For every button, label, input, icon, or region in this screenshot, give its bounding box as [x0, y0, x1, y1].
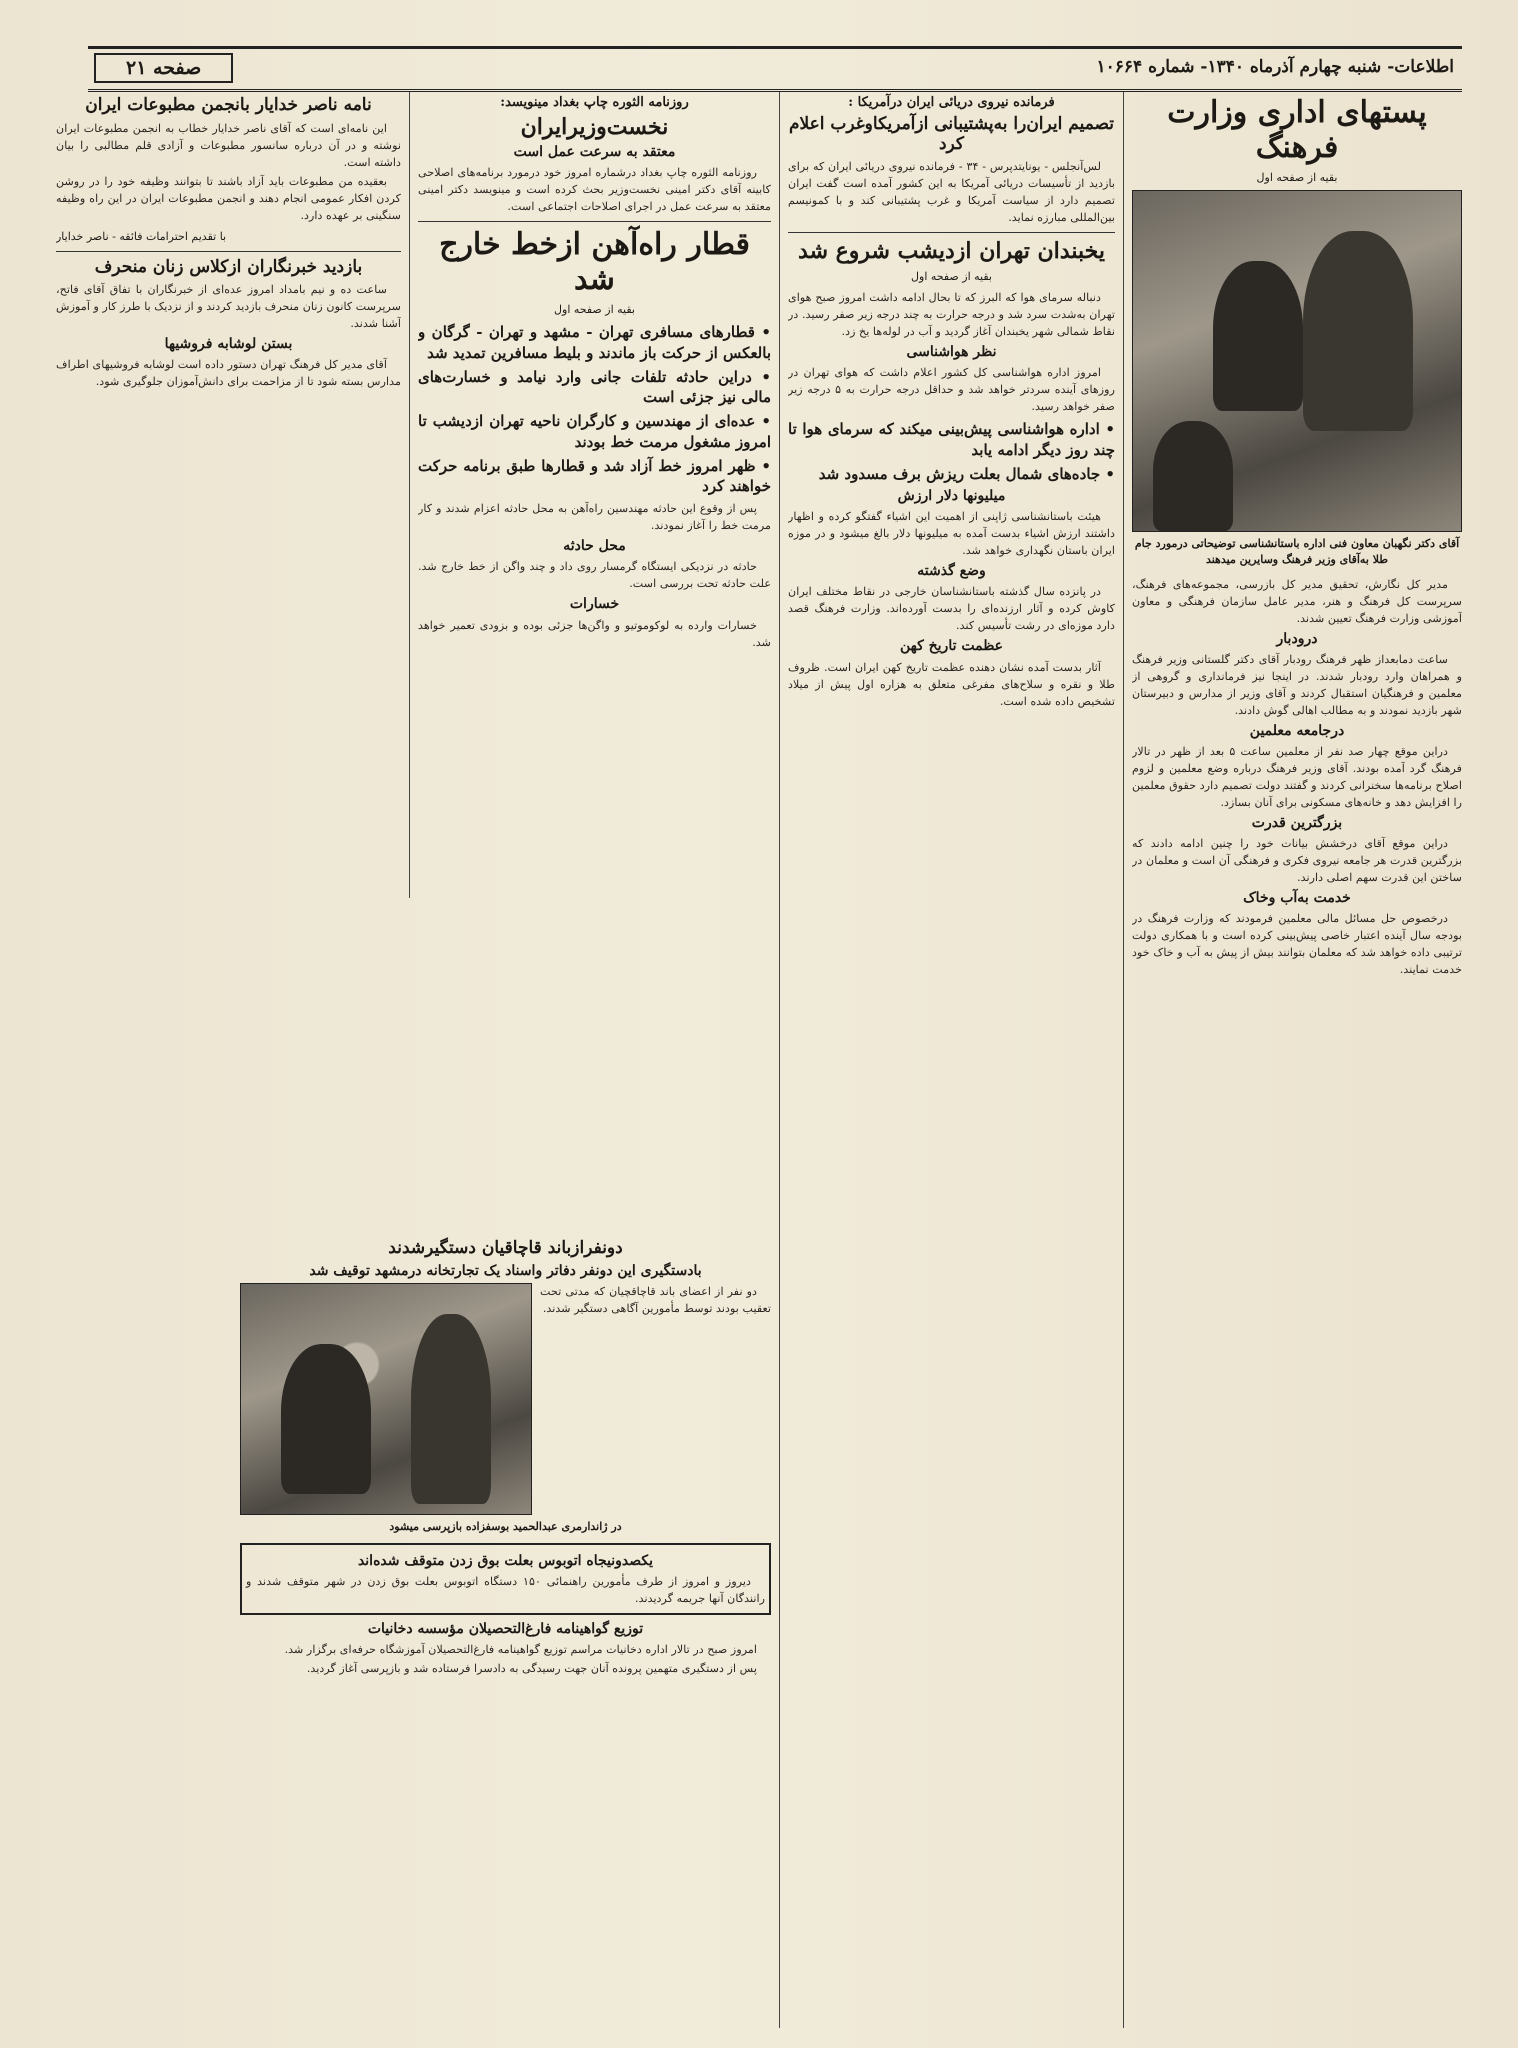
column-rule [1123, 92, 1124, 2028]
subhead: بزرگترین قدرت [1251, 815, 1343, 832]
continued-note: بقیه از صفحه اول [554, 303, 635, 317]
headline-culture-ministry: پستهای اداری وزارت فرهنگ [1167, 95, 1427, 165]
headline-train: قطار راه‌آهن ازخط خارج شد [439, 227, 750, 297]
bus-notice-box [240, 1543, 771, 1615]
article-text: پس از دستگیری متهمین پرونده آنان جهت رسیدگی به دادسرا فرستاده شد و بازپرسی آغاز گردید. [306, 1661, 757, 1675]
article-text: ساعت ده و نیم بامداد امروز عده‌ای از خبرنگاران با تفاق آقای فاتح، سرپرست کانون زنان منحرف بازدید کردند و از نزدیک با طرز کار و آموزش آشنا شدند. [56, 283, 401, 331]
bottom-center-block [240, 1235, 771, 2028]
headline-smugglers: دونفرازباند قاچاقیان دستگیرشدند [388, 1238, 623, 1258]
photo-caption: آقای دکتر نگهبان معاون فنی اداره باستانشناسی توضیحاتی درمورد جام طلا به‌آقای وزیر فرهنگ وسایرین میدهند [1134, 537, 1460, 566]
subhead: عظمت تاریخ کهن [899, 638, 1004, 655]
kicker: فرمانده نیروی دریائی ایران درآمریکا : [848, 95, 1055, 110]
continued-note: بقیه از صفحه اول [1256, 171, 1338, 184]
article-text: خسارات وارده به لوکوموتیو و واگن‌ها جزئی بوده و بزودی تعمیر خواهد شد. [418, 618, 771, 649]
bullet: • اداره هواشناسی پیش‌بینی میکند که سرمای هوا تا چند روز دیگر ادامه یابد [788, 420, 1115, 459]
article-text: در پانزده سال گذشته باستانشناسان خارجی در نقاط مختلف ایران کاوش کرده و آثار ارزنده‌ای را بدست آورده‌اند. وزارت فرهنگ قصد دارد موزه‌ای در رشت تأسیس کند. [788, 585, 1115, 633]
column-right [1132, 92, 1462, 2028]
photo-museum-visit [1132, 190, 1462, 532]
article-text: دو نفر از اعضای باند قاچاقچیان که مدتی تحت تعقیب بودند توسط مأمورین آگاهی دستگیر شدند. [540, 1284, 771, 1315]
subhead: نظر هواشناسی [906, 344, 997, 361]
subhead: درودبار [1276, 631, 1318, 647]
article-text: هیئت باستانشناسی ژاپنی از اهمیت این اشیاء گفتگو کرده و اظهار داشتند ارزش اشیاء بدست آمده به میلیونها دلار بالغ میشود و در موزه ایران باستان نگهداری خواهد شد. [788, 510, 1115, 558]
article-text: دراین موقع چهار صد نفر از معلمین ساعت ۵ بعد از ظهر در تالار فرهنگ گرد آمده بودند. آقای وزیر فرهنگ درباره وضع معلمین و لزوم اصلاح برنامه‌ها سخنرانی کردند و گفتند دولت تصمیم دارد حقوق معلمین را افزایش دهد و خانه‌های مسکونی برای آنان بسازد. [1132, 745, 1462, 810]
article-text: حادثه در نزدیکی ایستگاه گرمسار روی داد و چند واگن از خط خارج شد. علت حادثه تحت بررسی است. [418, 560, 771, 591]
kicker: روزنامه الثوره چاپ بغداد مینویسد: [500, 95, 689, 110]
article-text: این نامه‌ای است که آقای ناصر خدایار خطاب به انجمن مطبوعات ایران نوشته و در آن درباره سانسور مطبوعات و آزادی قلم مطالبی را بیان داشته است. [56, 121, 401, 169]
headline-letter: نامه ناصر خدایار بانجمن مطبوعات ایران [85, 95, 372, 115]
article-text: لس‌آنجلس - یونایتدپرس - ۳۴ - فرمانده نیروی دریائی ایران که برای بازدید از تأسیسات دریائی آمریکا به این کشور آمده است گفت ایران تصمیم دارد از سیاست آمریکا و غرب پشتیبانی کند و با کمونیسم بین‌المللی مبارزه نماید. [788, 160, 1115, 225]
article-text: امروز اداره هواشناسی کل کشور اعلام داشت که هوای تهران در روزهای آینده سردتر خواهد شد و حداقل درجه حرارت به ۵ درجه زیر صفر خواهد رسید. [788, 366, 1115, 414]
headline-frost: یخبندان تهران ازدیشب شروع شد [798, 238, 1105, 265]
page-number: صفحه ۲۱ [94, 53, 233, 83]
column-rule [409, 92, 410, 898]
bullet: • قطارهای مسافری تهران - مشهد و تهران - گرگان و بالعکس از حرکت باز ماندند و بلیط مسافرین تمدید شد [418, 323, 771, 362]
photo-caption: در ژاندارمری عبدالحمید بوسفزاده بازپرسی میشود [389, 1519, 622, 1533]
continued-note: بقیه از صفحه اول [911, 270, 992, 284]
headline-reporters: بازدید خبرنگاران ازکلاس زنان منحرف [94, 256, 363, 277]
article-text: بعقیده من مطبوعات باید آزاد باشند تا بتوانند وظیفه خود را در روشن کردن افکار عمومی انجام دهند و انجمن مطبوعات ایران در این راه وظیفه سنگینی بر عهده دارد. [56, 174, 401, 222]
subhead: وضع گذشته [917, 563, 986, 580]
article-text: امروز صبح در تالار اداره دخانیات مراسم توزیع گواهینامه فارغ‌التحصیلان آموزشگاه حرفه‌ای برگزار شد. [284, 1642, 757, 1656]
issue-info: اطلاعات- شنبه چهارم آذرماه ۱۳۴۰- شماره ۱۰۶۶۴ [1096, 57, 1454, 77]
subheadline: معتقد به سرعت عمل است [513, 144, 676, 161]
column-center-right [788, 92, 1115, 2028]
column-rule [779, 92, 780, 2028]
subhead: خدمت به‌آب وخاک [1243, 890, 1351, 907]
article-text: روزنامه الثوره چاپ بغداد درشماره امروز خود درمورد برنامه‌های اصلاحی کابینه آقای دکتر امینی نخست‌وزیر بحث کرده است و مینویسد دکتر امینی معتقد به سرعت عمل در اجرای اصلاحات اجتماعی است. [418, 166, 771, 214]
headline-prime-minister: نخست‌وزیرایران [520, 114, 669, 140]
bullet: • عده‌ای از مهندسین و کارگران ناحیه تهران ازدیشب تا امروز مشغول مرمت خط بودند [418, 412, 771, 451]
photo-interrogation [240, 1283, 532, 1515]
subhead: بستن لوشابه فروشیها [164, 336, 293, 353]
signature-line: با تقدیم احترامات فائقه - ناصر خدایار [56, 229, 227, 243]
article-text: مدیر کل نگارش، تحقیق مدیر کل بازرسی، مجموعه‌های فرهنگ، سرپرست کل فرهنگ و هنر، مدیر عامل سازمان فرهنگی و معاون آموزشی وزارت فرهنگ تعیین شدند. [1132, 578, 1462, 625]
article-text: ساعت دمابعداز ظهر فرهنگ رودبار آقای دکتر گلستانی وزیر فرهنگ و همراهان وارد رودبار شدند. در اینجا نیز فرمانداری و گروهی از معلمین و فرهنگیان استقبال کردند و آقای وزیر از مدارس و دبیرستان شهر بازدید نمودند و به مطالب اهالی گوش دادند. [1132, 653, 1462, 718]
article-text: دیروز و امروز از طرف مأمورین راهنمائی ۱۵۰ دستگاه اتوبوس بعلت بوق زدن در شهر متوقف شدند و رانندگان آنها جریمه گردیدند. [246, 1574, 765, 1605]
article-text: دنباله سرمای هوا که البرز که تا بحال ادامه داشت امروز صبح هوای تهران به‌شدت سرد شد و درجه حرارت به چند درجه زیر صفر رسید. در نقاط شمالی شهر یخبندان آغاز گردید و آب در لوله‌ها یخ زد. [788, 291, 1115, 339]
bullet: • ظهر امروز خط آزاد شد و قطارها طبق برنامه حرکت خواهند کرد [418, 456, 771, 496]
subhead: محل حادثه [563, 538, 626, 555]
bullet: • دراین حادثه تلفات جانی وارد نیامد و خسارت‌های مالی نیز جزئی است [418, 367, 771, 407]
subheadline: بادستگیری این دونفر دفاتر واسناد یک تجارتخانه درمشهد توقیف شد [309, 1262, 702, 1279]
article-text: پس از وقوع این حادثه مهندسین راه‌آهن به محل حادثه اعزام شدند و کار مرمت خط را آغاز نمودند. [418, 502, 771, 533]
subhead: خسارات [569, 596, 620, 613]
subhead: یکصدونیجاه اتوبوس بعلت بوق زدن متوقف شده‌اند [357, 1552, 654, 1569]
article-text: دراین موقع آقای درخشش بیانات خود را چنین ادامه دادند که بزرگترین قدرت هر جامعه نیروی فکری و فرهنگی آن است و معلمان در ساختن این قدرت سهم اصلی دارند. [1132, 837, 1462, 885]
headline-navy: تصمیم ایران‌را به‌پشتیبانی ازآمریکاوغرب اعلام کرد [788, 114, 1115, 154]
bullet: • جاده‌های شمال بعلت ریزش برف مسدود شد [818, 464, 1115, 483]
article-text: درخصوص حل مسائل مالی معلمین فرمودند که وزارت فرهنگ در بودجه سال آینده اعتبار خاصی پیش‌بینی کرده است و با همکاری دولت ترتیبی داده خواهد شد که معلمان بتوانند بیش از پیش به آب و خاک خود خدمت نمایند. [1132, 912, 1462, 977]
article-text: آثار بدست آمده نشان دهنده عظمت تاریخ کهن ایران است. ظروف طلا و نقره و سلاح‌های مفرغی متعلق به هزاره اول پیش از میلاد تشخیص داده شده است. [788, 660, 1115, 708]
subhead: میلیونها دلار ارزش [897, 488, 1006, 505]
subhead: توزیع گواهینامه فارغ‌التحصیلان مؤسسه دخانیات [367, 1620, 644, 1637]
subhead: درجامعه معلمین [1249, 723, 1345, 740]
article-text: آقای مدیر کل فرهنگ تهران دستور داده است لوشابه فروشیهای اطراف مدارس بسته شود تا از مزاحمت برای دانش‌آموزان جلوگیری شود. [56, 358, 401, 389]
masthead [88, 46, 1462, 92]
